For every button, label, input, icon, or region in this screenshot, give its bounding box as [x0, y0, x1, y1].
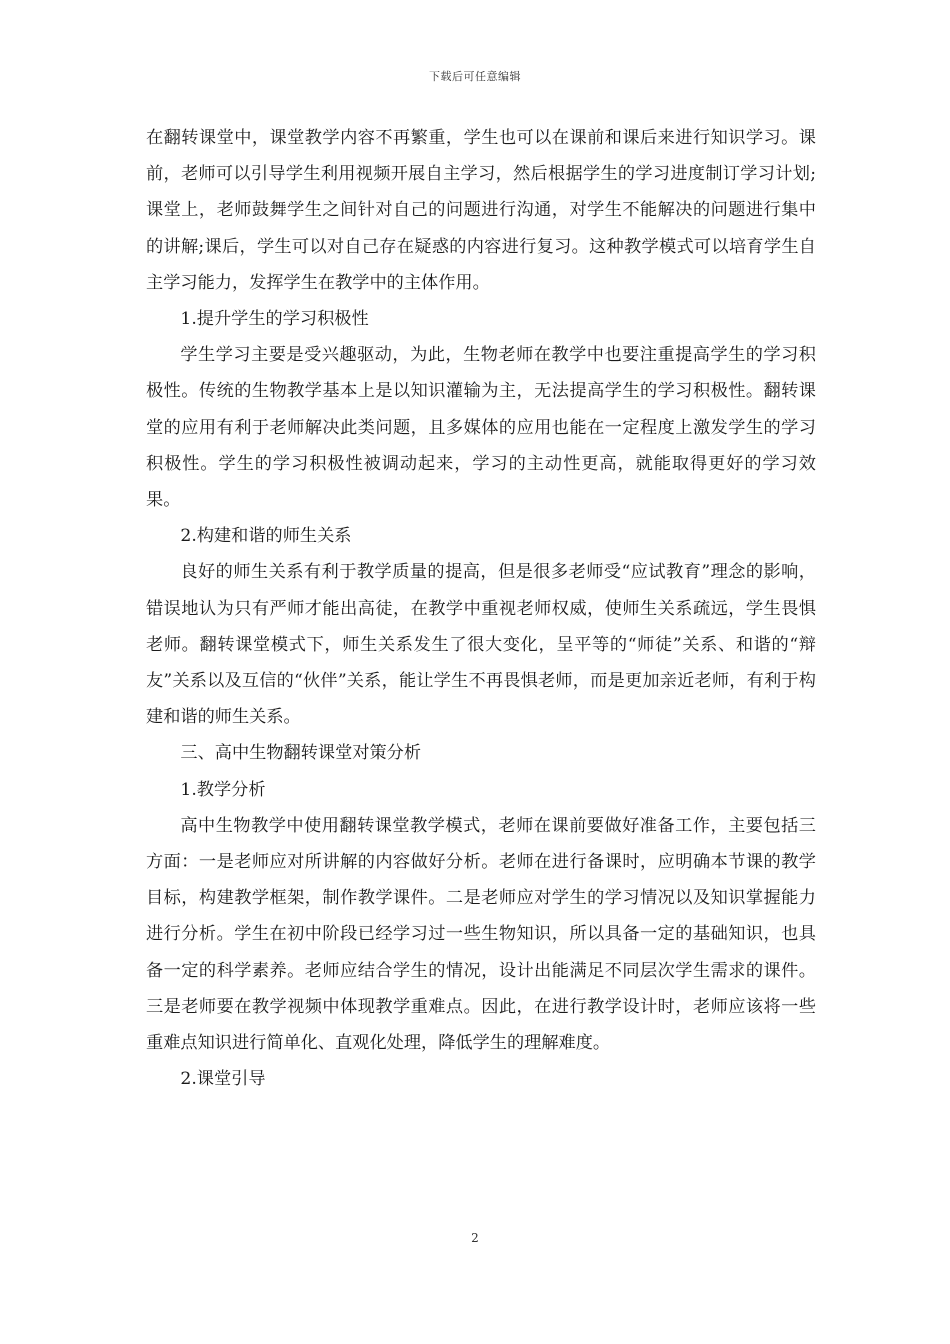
- heading-teaching-analysis: 1.教学分析: [180, 779, 266, 800]
- page-header: 下载后可任意编辑: [429, 70, 521, 83]
- heading-strategy-analysis: 三、高中生物翻转课堂对策分析: [180, 743, 422, 764]
- page-number: 2: [471, 1231, 479, 1245]
- paragraph-teacher-student-relationship: 良好的师生关系有利于教学质量的提高，但是很多老师受“应试教育”理念的影响，错误地认为只有严师才能出高徒，在教学中重视老师权威，使师生关系疏远，学生畏惧老师。翻转课堂模式下，师生关系发生了很大变化，呈平等的“师徒”关系、和谐的“辩友”关系以及互信的“伙伴”关系，能让学生不再畏惧老师，而是更加亲近老师，有利于构建和谐的师生关系。: [146, 562, 816, 728]
- paragraph-flipped-classroom-intro: 在翻转课堂中，课堂教学内容不再繁重，学生也可以在课前和课后来进行知识学习。课前，老师可以引导学生利用视频开展自主学习，然后根据学生的学习进度制订学习计划;课堂上，老师鼓舞学生之间针对自己的问题进行沟通，对学生不能解决的问题进行集中的讲解;课后，学生可以对自己存在疑惑的内容进行复习。这种教学模式可以培育学生自主学习能力，发挥学生在教学中的主体作用。: [146, 128, 816, 293]
- paragraph-learning-enthusiasm: 学生学习主要是受兴趣驱动，为此，生物老师在教学中也要注重提高学生的学习积极性。传统的生物教学基本上是以知识灌输为主，无法提高学生的学习积极性。翻转课堂的应用有利于老师解决此类问题，且多媒体的应用也能在一定程度上激发学生的学习积极性。学生的学习积极性被调动起来，学习的主动性更高，就能取得更好的学习效果。: [146, 345, 816, 511]
- heading-classroom-guidance: 2.课堂引导: [180, 1069, 266, 1090]
- document-body: [146, 120, 816, 1097]
- paragraph-teaching-analysis: 高中生物教学中使用翻转课堂教学模式，老师在课前要做好准备工作，主要包括三方面：一是老师应对所讲解的内容做好分析。老师在进行备课时，应明确本节课的教学目标，构建教学框架，制作教学课件。二是老师应对学生的学习情况以及知识掌握能力进行分析。学生在初中阶段已经学习过一些生物知识，所以具备一定的基础知识，也具备一定的科学素养。老师应结合学生的情况，设计出能满足不同层次学生需求的课件。三是老师要在教学视频中体现教学重难点。因此，在进行教学设计时，老师应该将一些重难点知识进行简单化、直观化处理，降低学生的理解难度。: [146, 815, 816, 1054]
- heading-teacher-student-relationship: 2.构建和谐的师生关系: [180, 526, 352, 547]
- heading-learning-enthusiasm: 1.提升学生的学习积极性: [180, 309, 369, 330]
